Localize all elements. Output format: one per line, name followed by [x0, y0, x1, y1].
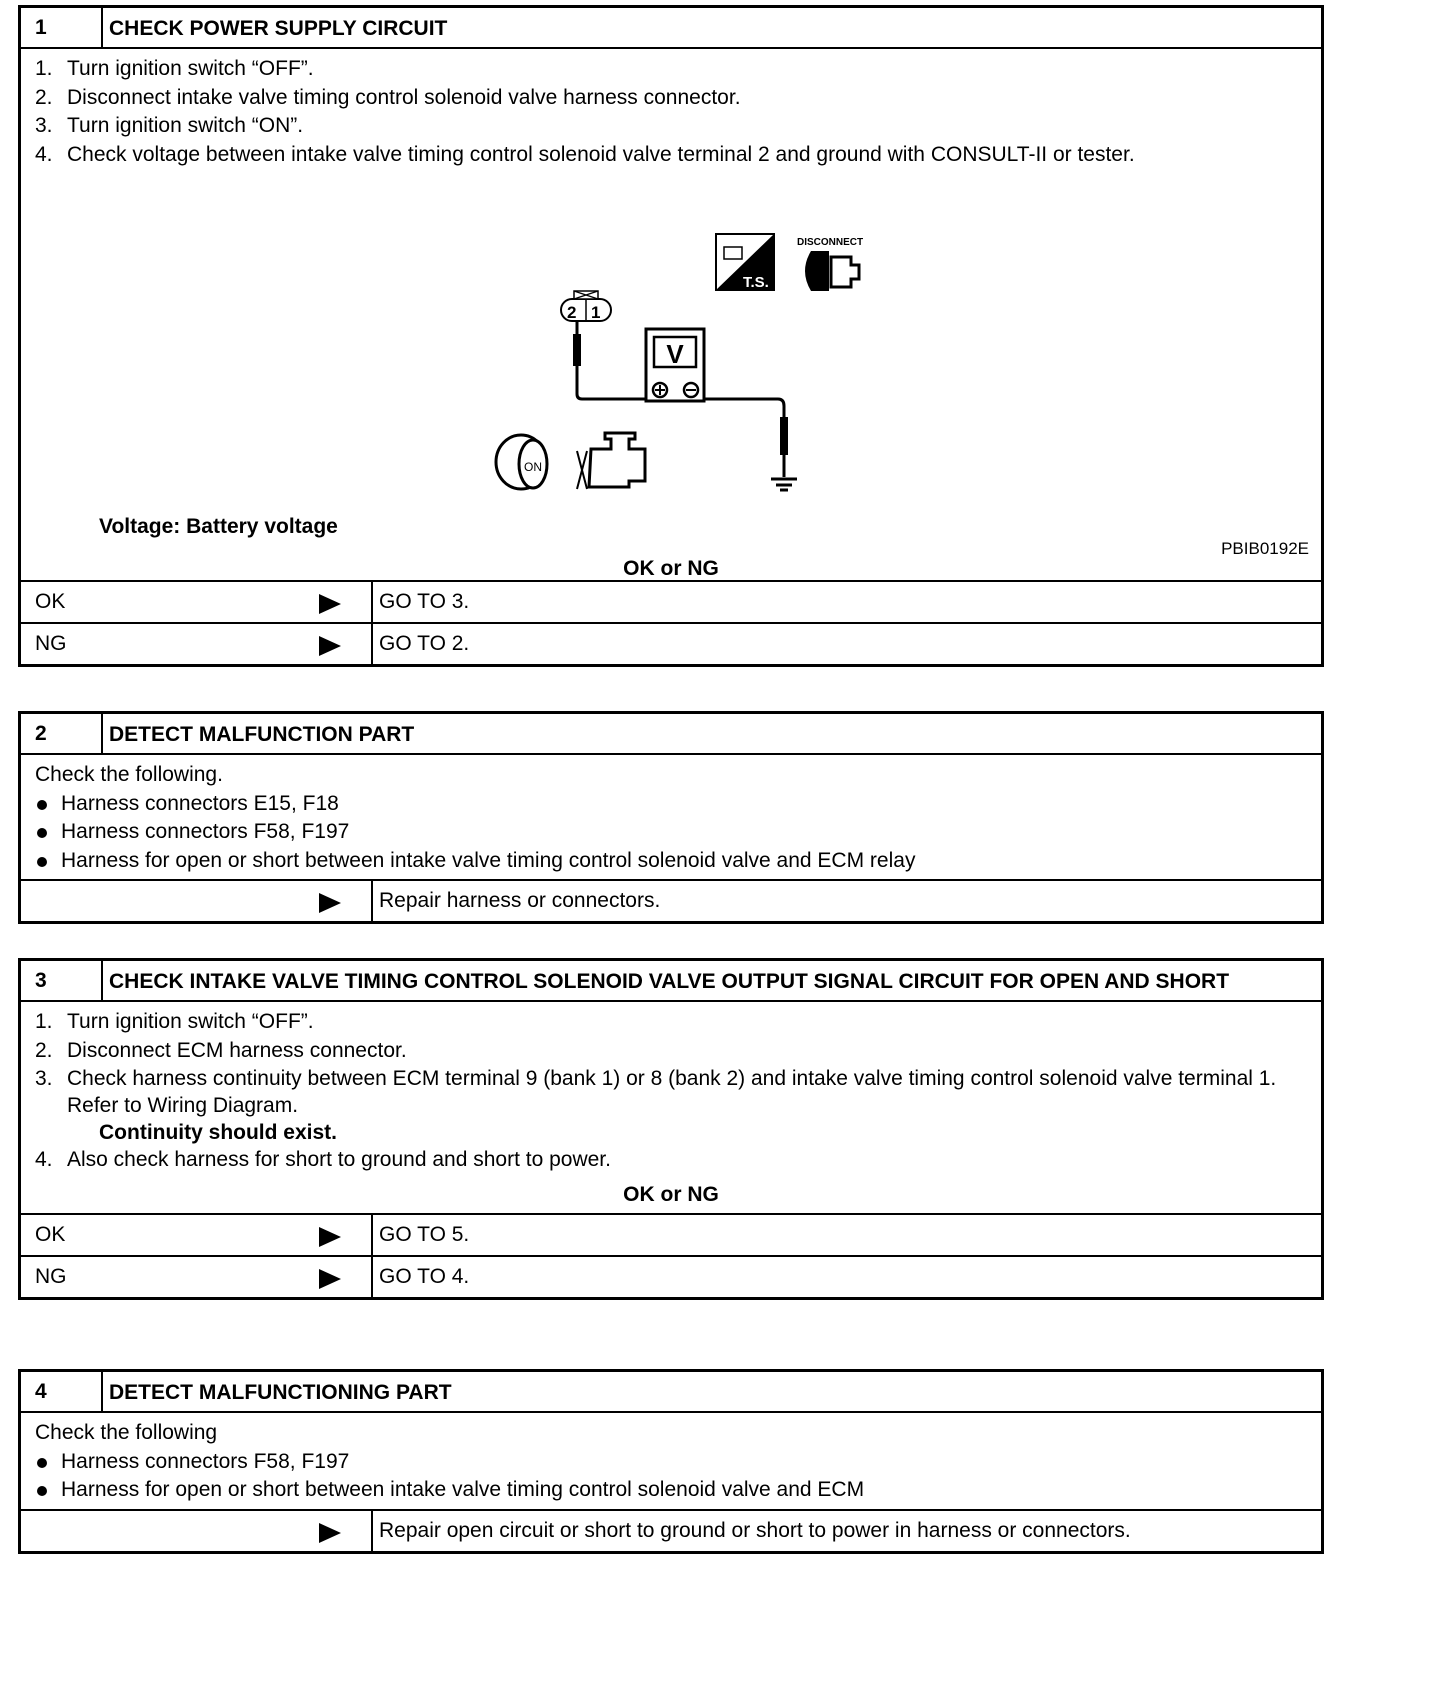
result-action[interactable]: GO TO 3. — [379, 590, 470, 613]
test-system-icon — [716, 234, 774, 291]
step-1-header — [21, 8, 1321, 49]
figure-code: PBIB0192E — [1221, 539, 1309, 558]
step-2-body — [21, 755, 1321, 879]
arrow-icon — [319, 636, 341, 656]
instruction-item: 3. Check harness continuity between ECM terminal 9 (bank 1) or 8 (bank 2) and intake valve timing control solenoid valve terminal 1. Refer to Wiring Diagram. Continuity should exist. — [35, 1067, 1277, 1144]
instruction-item: 4. Also check harness for short to ground and short to power. — [35, 1148, 611, 1171]
step-title: DETECT MALFUNCTIONING PART — [109, 1381, 452, 1404]
connector-icon — [561, 291, 611, 322]
bullet-item: Harness connectors F58, F197 — [35, 1448, 1307, 1477]
bullet-item: Harness for open or short between intake valve timing control solenoid valve and ECM — [35, 1476, 1307, 1505]
result-action[interactable]: GO TO 4. — [379, 1265, 470, 1288]
step-number: 3 — [21, 961, 103, 1000]
intro-text: Check the following. — [35, 763, 223, 786]
meter-label: V — [666, 339, 684, 369]
arrow-icon — [319, 1523, 341, 1543]
instruction-item: 4. Check voltage between intake valve timing control solenoid valve terminal 2 and ground with CONSULT-II or tester. — [35, 142, 1135, 166]
disconnect-icon — [797, 237, 863, 291]
instruction-item: 1. Turn ignition switch “OFF”. — [35, 57, 314, 80]
step-3-block — [18, 958, 1324, 1300]
intro-text: Check the following — [35, 1421, 218, 1444]
step-1-block — [18, 5, 1324, 667]
result-row-ok[interactable]: OK GO TO 5. — [21, 1213, 1321, 1255]
svg-text:ON: ON — [524, 460, 542, 474]
instruction-item: 3. Turn ignition switch “ON”. — [35, 114, 304, 137]
result-row-ng[interactable]: NG GO TO 4. — [21, 1255, 1321, 1297]
instruction-list — [35, 55, 1307, 169]
arrow-icon — [319, 893, 341, 913]
step-2-block — [18, 711, 1324, 924]
action-row[interactable] — [21, 1509, 1321, 1551]
terminal-2: 2 — [567, 303, 577, 322]
step-number: 4 — [21, 1372, 103, 1411]
instruction-item: 2. Disconnect ECM harness connector. — [35, 1038, 407, 1062]
step-title: DETECT MALFUNCTION PART — [109, 723, 415, 746]
bullet-item: Harness for open or short between intake valve timing control solenoid valve and ECM relay — [35, 847, 1307, 876]
result-action[interactable]: GO TO 2. — [379, 632, 470, 655]
result-action[interactable]: Repair open circuit or short to ground or short to power in harness or connectors. — [379, 1518, 1131, 1542]
instruction-item: 2. Disconnect intake valve timing control solenoid valve harness connector. — [35, 85, 741, 109]
arrow-icon — [319, 1269, 341, 1289]
step-4-body — [21, 1413, 1321, 1509]
action-row[interactable] — [21, 879, 1321, 921]
step-3-body — [21, 1002, 1321, 1213]
result-heading: OK or NG — [623, 1182, 719, 1206]
instruction-item: 1. Turn ignition switch “OFF”. — [35, 1010, 314, 1033]
arrow-icon — [319, 594, 341, 614]
result-action[interactable]: Repair harness or connectors. — [379, 889, 661, 912]
arrow-icon — [319, 1227, 341, 1247]
step-title: CHECK POWER SUPPLY CIRCUIT — [109, 17, 448, 40]
step-1-body — [21, 49, 1321, 580]
voltmeter-icon — [646, 329, 704, 401]
bullet-item: Harness connectors F58, F197 — [35, 818, 1307, 847]
result-row-ng[interactable]: NG GO TO 2. — [21, 622, 1321, 664]
ignition-key-icon — [496, 435, 547, 489]
step-number: 2 — [21, 714, 103, 753]
result-row-ok[interactable]: OK GO TO 3. — [21, 580, 1321, 622]
svg-text:T.S.: T.S. — [743, 274, 769, 291]
spec-text: Continuity should exist. — [99, 1121, 338, 1144]
result-heading: OK or NG — [623, 557, 719, 580]
spec-text: Voltage: Battery voltage — [99, 515, 338, 538]
terminal-1: 1 — [591, 303, 601, 322]
step-4-block — [18, 1369, 1324, 1554]
svg-text:DISCONNECT: DISCONNECT — [797, 237, 864, 248]
bullet-item: Harness connectors E15, F18 — [35, 790, 1307, 819]
step-number: 1 — [21, 8, 103, 47]
engine-icon — [577, 433, 645, 489]
step-title: CHECK INTAKE VALVE TIMING CONTROL SOLENOID VALVE OUTPUT SIGNAL CIRCUIT FOR OPEN AND SHORT — [109, 970, 1230, 993]
result-action[interactable]: GO TO 5. — [379, 1223, 470, 1246]
